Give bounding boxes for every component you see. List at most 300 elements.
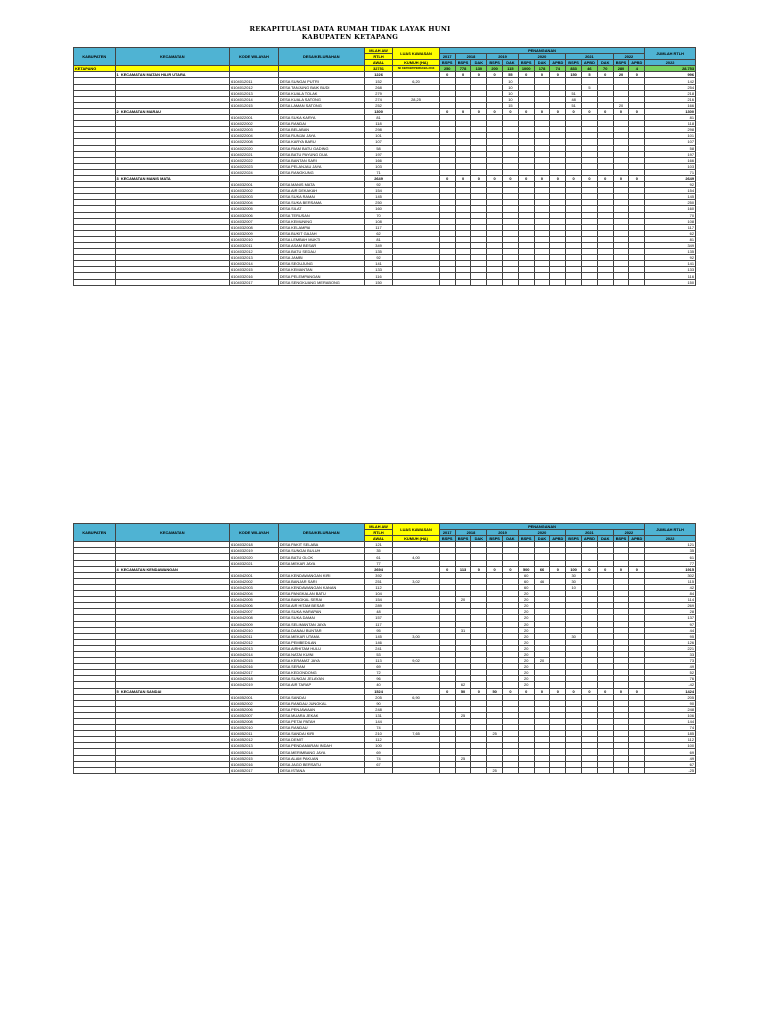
desa-name: DESA BATU GLOK — [278, 554, 364, 560]
desa-kode: 6104052001 — [230, 694, 279, 700]
kabupaten-value: 115 — [503, 66, 519, 72]
desa-name: DESA TANJUNG BAIK BUDI — [278, 84, 364, 90]
desa-value: 20 — [518, 645, 534, 651]
kecamatan-jumlah: 1915 — [645, 566, 696, 572]
desa-awal: 61 — [364, 554, 392, 560]
kabupaten-value: 74 — [550, 66, 566, 72]
desa-awal: 35 — [364, 548, 392, 554]
header-jumlah-awal-2: RTLH — [364, 54, 392, 60]
desa-name: DESA DEMIT — [278, 737, 364, 743]
kecamatan-value: 0 — [550, 175, 566, 181]
table-row — [74, 767, 696, 773]
desa-jumlah: 70 — [645, 212, 696, 218]
desa-value — [582, 279, 598, 285]
desa-awal: 250 — [364, 200, 392, 206]
desa-value: 25 — [487, 767, 503, 773]
kecamatan-value: 100 — [566, 566, 582, 572]
desa-kode: 6104042019 — [230, 682, 279, 688]
desa-luas — [393, 279, 440, 285]
kecamatan-label: KECAMATAN MANIS MATA — [120, 176, 171, 182]
kecamatan-value: 0 — [439, 688, 455, 694]
desa-awal: 70 — [364, 212, 392, 218]
desa-name: DESA KUALA TOLAK — [278, 90, 364, 96]
desa-name: DESA SEGUJUNG — [278, 261, 364, 267]
kecamatan-no: 2 — [116, 108, 119, 114]
desa-name: DESA MANIS MATA — [278, 182, 364, 188]
desa-awal: 48 — [364, 609, 392, 615]
desa-kode: 6104032001 — [230, 182, 279, 188]
desa-value — [439, 767, 455, 773]
header-penanganan: PENANGANAN — [439, 524, 644, 530]
kecamatan-value: 0 — [629, 108, 645, 114]
desa-kode: 6104052013 — [230, 743, 279, 749]
desa-jumlah: 33 — [645, 651, 696, 657]
desa-jumlah: 154 — [645, 188, 696, 194]
desa-awal: 69 — [364, 749, 392, 755]
desa-jumlah: 205 — [645, 694, 696, 700]
desa-awal: 210 — [364, 731, 392, 737]
desa-jumlah: 76 — [645, 676, 696, 682]
desa-awal: 146 — [364, 639, 392, 645]
desa-kode: 6104032005 — [230, 206, 279, 212]
desa-kode: 6104032003 — [230, 194, 279, 200]
desa-awal: 81 — [364, 115, 392, 121]
desa-value — [534, 767, 550, 773]
desa-awal: 81 — [364, 236, 392, 242]
desa-value — [629, 279, 645, 285]
desa-jumlah: 116 — [645, 273, 696, 279]
desa-jumlah: 121 — [645, 542, 696, 548]
desa-awal: 131 — [364, 712, 392, 718]
desa-name: DESA SUKA DAMAI — [278, 615, 364, 621]
desa-kode: 6104022023 — [230, 163, 279, 169]
header-subcol: BSPS — [613, 536, 629, 542]
desa-awal: 157 — [364, 615, 392, 621]
desa-name: DESA SUNGAI BULUH — [278, 548, 364, 554]
desa-jumlah: 160 — [645, 206, 696, 212]
desa-value — [487, 279, 503, 285]
desa-name: DESA PENDAMARAN INDAH — [278, 743, 364, 749]
desa-value — [629, 767, 645, 773]
desa-awal: 92 — [364, 255, 392, 261]
kecamatan-value: 0 — [534, 108, 550, 114]
desa-name: DESA KARYA BARU — [278, 139, 364, 145]
desa-jumlah: 42 — [645, 584, 696, 590]
desa-value — [518, 767, 534, 773]
desa-name: DESA ISTANA — [278, 767, 364, 773]
kecamatan-value: 0 — [566, 688, 582, 694]
desa-kode: 6104032021 — [230, 560, 279, 566]
header-year: 2018 — [455, 54, 487, 60]
header-subcol: BSPS — [518, 536, 534, 542]
desa-jumlah: 185 — [645, 731, 696, 737]
desa-kode: 6104042010 — [230, 627, 279, 633]
header-kecamatan: KECAMATAN — [115, 48, 230, 66]
kecamatan-value: 0 — [487, 72, 503, 78]
header-jumlah-awal-3: AWAL — [364, 60, 392, 66]
desa-kode: 6104032013 — [230, 255, 279, 261]
kecamatan-value: 0 — [503, 688, 519, 694]
desa-value: 20 — [518, 597, 534, 603]
desa-awal: 112 — [364, 737, 392, 743]
desa-jumlah: 117 — [645, 224, 696, 230]
desa-awal: 145 — [364, 633, 392, 639]
kecamatan-value: 5 — [582, 72, 598, 78]
header-subcol: APBD — [629, 60, 645, 66]
desa-jumlah: 106 — [645, 712, 696, 718]
desa-jumlah: 145 — [645, 194, 696, 200]
desa-name: DESA RANDAU — [278, 725, 364, 731]
desa-kode: 6104012011 — [230, 78, 279, 84]
header-year: 2017 — [439, 54, 455, 60]
header-subcol: BSPS — [455, 536, 471, 542]
desa-value: 20 — [518, 682, 534, 688]
desa-value: 20 — [518, 639, 534, 645]
desa-kode: 6104042006 — [230, 603, 279, 609]
kecamatan-value: 113 — [455, 566, 471, 572]
desa-luas: 7,65 — [393, 731, 440, 737]
desa-jumlah: 69 — [645, 749, 696, 755]
kecamatan-value: 0 — [503, 108, 519, 114]
header-subcol: BSPS — [613, 60, 629, 66]
desa-value: 20 — [613, 102, 629, 108]
desa-value: 20 — [534, 658, 550, 664]
desa-name: DESA SUKA KARYA — [278, 115, 364, 121]
desa-awal: 279 — [364, 90, 392, 96]
desa-kode: 6104052017 — [230, 767, 279, 773]
desa-value — [503, 767, 519, 773]
desa-value: 20 — [518, 633, 534, 639]
header-subcol: APBD — [550, 536, 566, 542]
desa-jumlah: 74 — [645, 725, 696, 731]
desa-jumlah: 254 — [645, 84, 696, 90]
desa-kode: 6104032009 — [230, 230, 279, 236]
desa-name: DESA LAMAN SATONG — [278, 102, 364, 108]
kecamatan-value: 0 — [613, 688, 629, 694]
header-jumlah-rtlh: JUMLAH RTLH — [645, 48, 696, 60]
kecamatan-value: 50 — [487, 688, 503, 694]
desa-name: DESA PEMBEDILAN — [278, 639, 364, 645]
desa-value: 20 — [518, 627, 534, 633]
desa-value: 10 — [503, 96, 519, 102]
kabupaten-value: 178 — [534, 66, 550, 72]
desa-jumlah: 103 — [645, 163, 696, 169]
kecamatan-value: 0 — [597, 108, 613, 114]
kabupaten-value: 130 — [471, 66, 487, 72]
desa-awal: 251 — [364, 578, 392, 584]
desa-jumlah: 44 — [645, 627, 696, 633]
desa-kode: 6104042012 — [230, 639, 279, 645]
desa-value — [597, 767, 613, 773]
kecamatan-jumlah: 996 — [645, 72, 696, 78]
desa-name: DESA SERAM — [278, 664, 364, 670]
desa-value: 20 — [518, 603, 534, 609]
kecamatan-jumlah: 1300 — [645, 108, 696, 114]
desa-awal: 101 — [364, 133, 392, 139]
desa-value: 20 — [518, 621, 534, 627]
kecamatan-value: 0 — [597, 175, 613, 181]
header-jumlah-awal-2: RTLH — [364, 530, 392, 536]
kecamatan-value: 0 — [518, 175, 534, 181]
desa-name: DESA PENJAWAAN — [278, 706, 364, 712]
header-year: 2019 — [487, 54, 519, 60]
kecamatan-value: 50 — [455, 688, 471, 694]
desa-jumlah: 218 — [645, 90, 696, 96]
desa-kode: 6104032019 — [230, 548, 279, 554]
kecamatan-no: 5 — [116, 688, 119, 694]
desa-name: DESA JAGO BERSATU — [278, 761, 364, 767]
kecamatan-value: 0 — [503, 175, 519, 181]
desa-value — [455, 279, 471, 285]
desa-awal: 150 — [364, 279, 392, 285]
desa-awal: 72 — [364, 670, 392, 676]
kecamatan-value: 0 — [566, 175, 582, 181]
desa-value — [613, 279, 629, 285]
desa-value: 20 — [518, 670, 534, 676]
desa-jumlah: 81 — [645, 236, 696, 242]
kabupaten-value: 1000 — [518, 66, 534, 72]
kecamatan-no: 1 — [116, 72, 119, 78]
desa-awal: 74 — [364, 755, 392, 761]
desa-awal: 67 — [364, 761, 392, 767]
kecamatan-label: KECAMATAN KENDAWANGAN — [120, 566, 178, 572]
kecamatan-value: 0 — [534, 688, 550, 694]
header-subcol: DAK — [597, 60, 613, 66]
desa-jumlah: 269 — [645, 603, 696, 609]
desa-jumlah: 49 — [645, 664, 696, 670]
desa-awal: 95 — [364, 627, 392, 633]
desa-value — [613, 767, 629, 773]
kecamatan-value: 0 — [550, 566, 566, 572]
desa-awal: 118 — [364, 121, 392, 127]
desa-jumlah: 90 — [645, 700, 696, 706]
kecamatan-value: 0 — [613, 566, 629, 572]
header-subcol: BSPS — [455, 60, 471, 66]
desa-name: DESA PAKIT SELABA — [278, 542, 364, 548]
desa-value: 60 — [518, 578, 534, 584]
desa-value — [471, 279, 487, 285]
desa-name: DESA RIAM BATU GADING — [278, 145, 364, 151]
desa-jumlah: -25 — [645, 767, 696, 773]
desa-awal: 135 — [364, 249, 392, 255]
kabupaten-jumlah: 28.753 — [645, 66, 696, 72]
desa-luas: 6,20 — [393, 78, 440, 84]
desa-kode: 6104042009 — [230, 621, 279, 627]
desa-value — [550, 767, 566, 773]
header-subcol: APBD — [582, 60, 598, 66]
desa-kode: 6104012012 — [230, 84, 279, 90]
desa-name: DESA BANTAN SARI — [278, 157, 364, 163]
header-subcol: DAK — [503, 60, 519, 66]
desa-jumlah: 166 — [645, 102, 696, 108]
desa-name: DESA PELEMPANGAN — [278, 273, 364, 279]
desa-name: DESA SANDAI — [278, 694, 364, 700]
desa-jumlah: 58 — [645, 145, 696, 151]
desa-kode: 6104042005 — [230, 597, 279, 603]
header-jumlah-rtlh-year: 2022 — [645, 536, 696, 542]
desa-awal: 69 — [364, 664, 392, 670]
desa-awal: 252 — [364, 102, 392, 108]
desa-awal: 100 — [364, 743, 392, 749]
desa-name: DESA MEKAR UTAMA — [278, 633, 364, 639]
desa-awal: 133 — [364, 267, 392, 273]
desa-jumlah: 126 — [645, 639, 696, 645]
desa-value — [439, 279, 455, 285]
desa-jumlah: 100 — [645, 743, 696, 749]
desa-value: 48 — [566, 96, 582, 102]
desa-name: DESA BUKIT GAJAH — [278, 230, 364, 236]
header-luas-kawasan: LUAS KAWASAN — [393, 524, 440, 536]
desa-awal: 112 — [364, 584, 392, 590]
desa-name: DESA SILAT — [278, 206, 364, 212]
kecamatan-awal: 2649 — [364, 175, 392, 181]
desa-name: DESA NATAI KUINI — [278, 651, 364, 657]
desa-name: DESA BANGKAL SERAI — [278, 597, 364, 603]
header-luas-kumuh: KUMUH (HA) — [393, 60, 440, 66]
desa-jumlah: 97 — [645, 621, 696, 627]
desa-name: DESA KEDONDONG — [278, 670, 364, 676]
kecamatan-value: 0 — [518, 108, 534, 114]
desa-name: DESA PELANJAU JAYA — [278, 163, 364, 169]
desa-blank — [115, 279, 230, 285]
kabupaten-value: 4 — [629, 66, 645, 72]
desa-jumlah: 115 — [645, 578, 696, 584]
desa-value: 30 — [566, 572, 582, 578]
desa-name: DESA RUNJAI JAYA — [278, 133, 364, 139]
header-kecamatan: KECAMATAN — [115, 524, 230, 542]
desa-kode: 6104042015 — [230, 658, 279, 664]
kecamatan-no: 4 — [116, 566, 119, 572]
kecamatan-value: 0 — [487, 108, 503, 114]
desa-name: DESA KUALA SATONG — [278, 96, 364, 102]
desa-awal: 160 — [364, 206, 392, 212]
desa-jumlah: 62 — [645, 230, 696, 236]
desa-awal: 268 — [364, 84, 392, 90]
desa-kode: 6104032015 — [230, 267, 279, 273]
kabupaten-total: 32751 — [364, 66, 392, 72]
desa-jumlah: 108 — [645, 218, 696, 224]
kecamatan-value: 0 — [471, 108, 487, 114]
header-luas-kawasan: LUAS KAWASAN — [393, 48, 440, 60]
desa-kode: 6104022021 — [230, 151, 279, 157]
desa-kode: 6104042003 — [230, 584, 279, 590]
desa-value: 10 — [566, 584, 582, 590]
desa-name: DESA AIR TARAP — [278, 682, 364, 688]
desa-name: DESA BELABAN — [278, 127, 364, 133]
desa-value: 20 — [518, 615, 534, 621]
header-desa: DESA/KELURAHAN — [278, 48, 364, 66]
kecamatan-value: 0 — [566, 108, 582, 114]
desa-luas: 9,02 — [393, 658, 440, 664]
desa-jumlah: 35 — [645, 548, 696, 554]
desa-name: DESA SANDAI KIRI — [278, 731, 364, 737]
desa-awal: 349 — [364, 243, 392, 249]
kecamatan-value: 500 — [518, 566, 534, 572]
desa-kode: 6104022004 — [230, 133, 279, 139]
desa-jumlah: 141 — [645, 261, 696, 267]
desa-jumlah: -42 — [645, 682, 696, 688]
desa-awal — [364, 767, 392, 773]
desa-value: 20 — [518, 664, 534, 670]
desa-awal: 96 — [364, 676, 392, 682]
desa-name: DESA BATU PAYUNG DUA — [278, 151, 364, 157]
desa-jumlah: 101 — [645, 133, 696, 139]
header-kabupaten: KABUPATEN — [74, 524, 116, 542]
desa-name: DESA RANDAU JUNGKAL — [278, 700, 364, 706]
desa-kode: 6104012015 — [230, 102, 279, 108]
desa-name: DESA SUNGAI JELAYAN — [278, 676, 364, 682]
desa-awal: 71 — [364, 169, 392, 175]
desa-awal: 104 — [364, 591, 392, 597]
kecamatan-value: 0 — [439, 566, 455, 572]
desa-kode: 6104042008 — [230, 615, 279, 621]
desa-name: DESA ALAM PAKUAN — [278, 755, 364, 761]
desa-awal: 77 — [364, 560, 392, 566]
desa-jumlah: 197 — [645, 151, 696, 157]
kecamatan-value: 0 — [455, 175, 471, 181]
kecamatan-value: 0 — [582, 108, 598, 114]
desa-awal: 53 — [364, 651, 392, 657]
kecamatan-value: 0 — [550, 72, 566, 78]
desa-kode: 6104042013 — [230, 645, 279, 651]
desa-jumlah: 112 — [645, 737, 696, 743]
kecamatan-value: 20 — [613, 72, 629, 78]
desa-kode: 6104032010 — [230, 236, 279, 242]
kecamatan-value: 0 — [582, 566, 598, 572]
kecamatan-value: 0 — [629, 566, 645, 572]
desa-kode: 6104012014 — [230, 96, 279, 102]
desa-jumlah: 67 — [645, 761, 696, 767]
desa-name: DESA SELIMANTAN JAYA — [278, 621, 364, 627]
desa-value: 10 — [503, 78, 519, 84]
desa-value — [550, 279, 566, 285]
header-subcol: DAK — [471, 60, 487, 66]
desa-value — [566, 279, 582, 285]
kecamatan-value: 66 — [534, 566, 550, 572]
kecamatan-value: 0 — [582, 688, 598, 694]
desa-kode: 6104032008 — [230, 224, 279, 230]
desa-jumlah: 84 — [645, 591, 696, 597]
desa-value — [566, 767, 582, 773]
desa-value — [518, 279, 534, 285]
desa-name: DESA DANAU BUNTAR — [278, 627, 364, 633]
desa-value: 30 — [566, 633, 582, 639]
kabupaten-value: 280 — [613, 66, 629, 72]
desa-kode: 6104032017 — [230, 279, 279, 285]
desa-value: 10 — [503, 84, 519, 90]
desa-awal: 166 — [364, 157, 392, 163]
desa-jumlah: 135 — [645, 249, 696, 255]
desa-kode: 6104022001 — [230, 115, 279, 121]
header-subcol: BSPS — [566, 60, 582, 66]
header-year: 2022 — [613, 530, 645, 536]
desa-awal: 141 — [364, 261, 392, 267]
desa-jumlah: 298 — [645, 127, 696, 133]
header-year: 2020 — [518, 530, 565, 536]
desa-jumlah: 28 — [645, 609, 696, 615]
desa-luas: 3,02 — [393, 578, 440, 584]
desa-value: 20 — [455, 597, 471, 603]
kecamatan-value: 0 — [471, 688, 487, 694]
header-year: 2022 — [613, 54, 645, 60]
kecamatan-awal: 1300 — [364, 108, 392, 114]
desa-name: DESA SUKA BERSAMA — [278, 200, 364, 206]
desa-awal: 248 — [364, 706, 392, 712]
desa-name: DESA KEMANTAN — [278, 267, 364, 273]
desa-value — [582, 767, 598, 773]
desa-name: DESA AIR DEKAKAH — [278, 188, 364, 194]
header-subcol: BSPS — [487, 60, 503, 66]
